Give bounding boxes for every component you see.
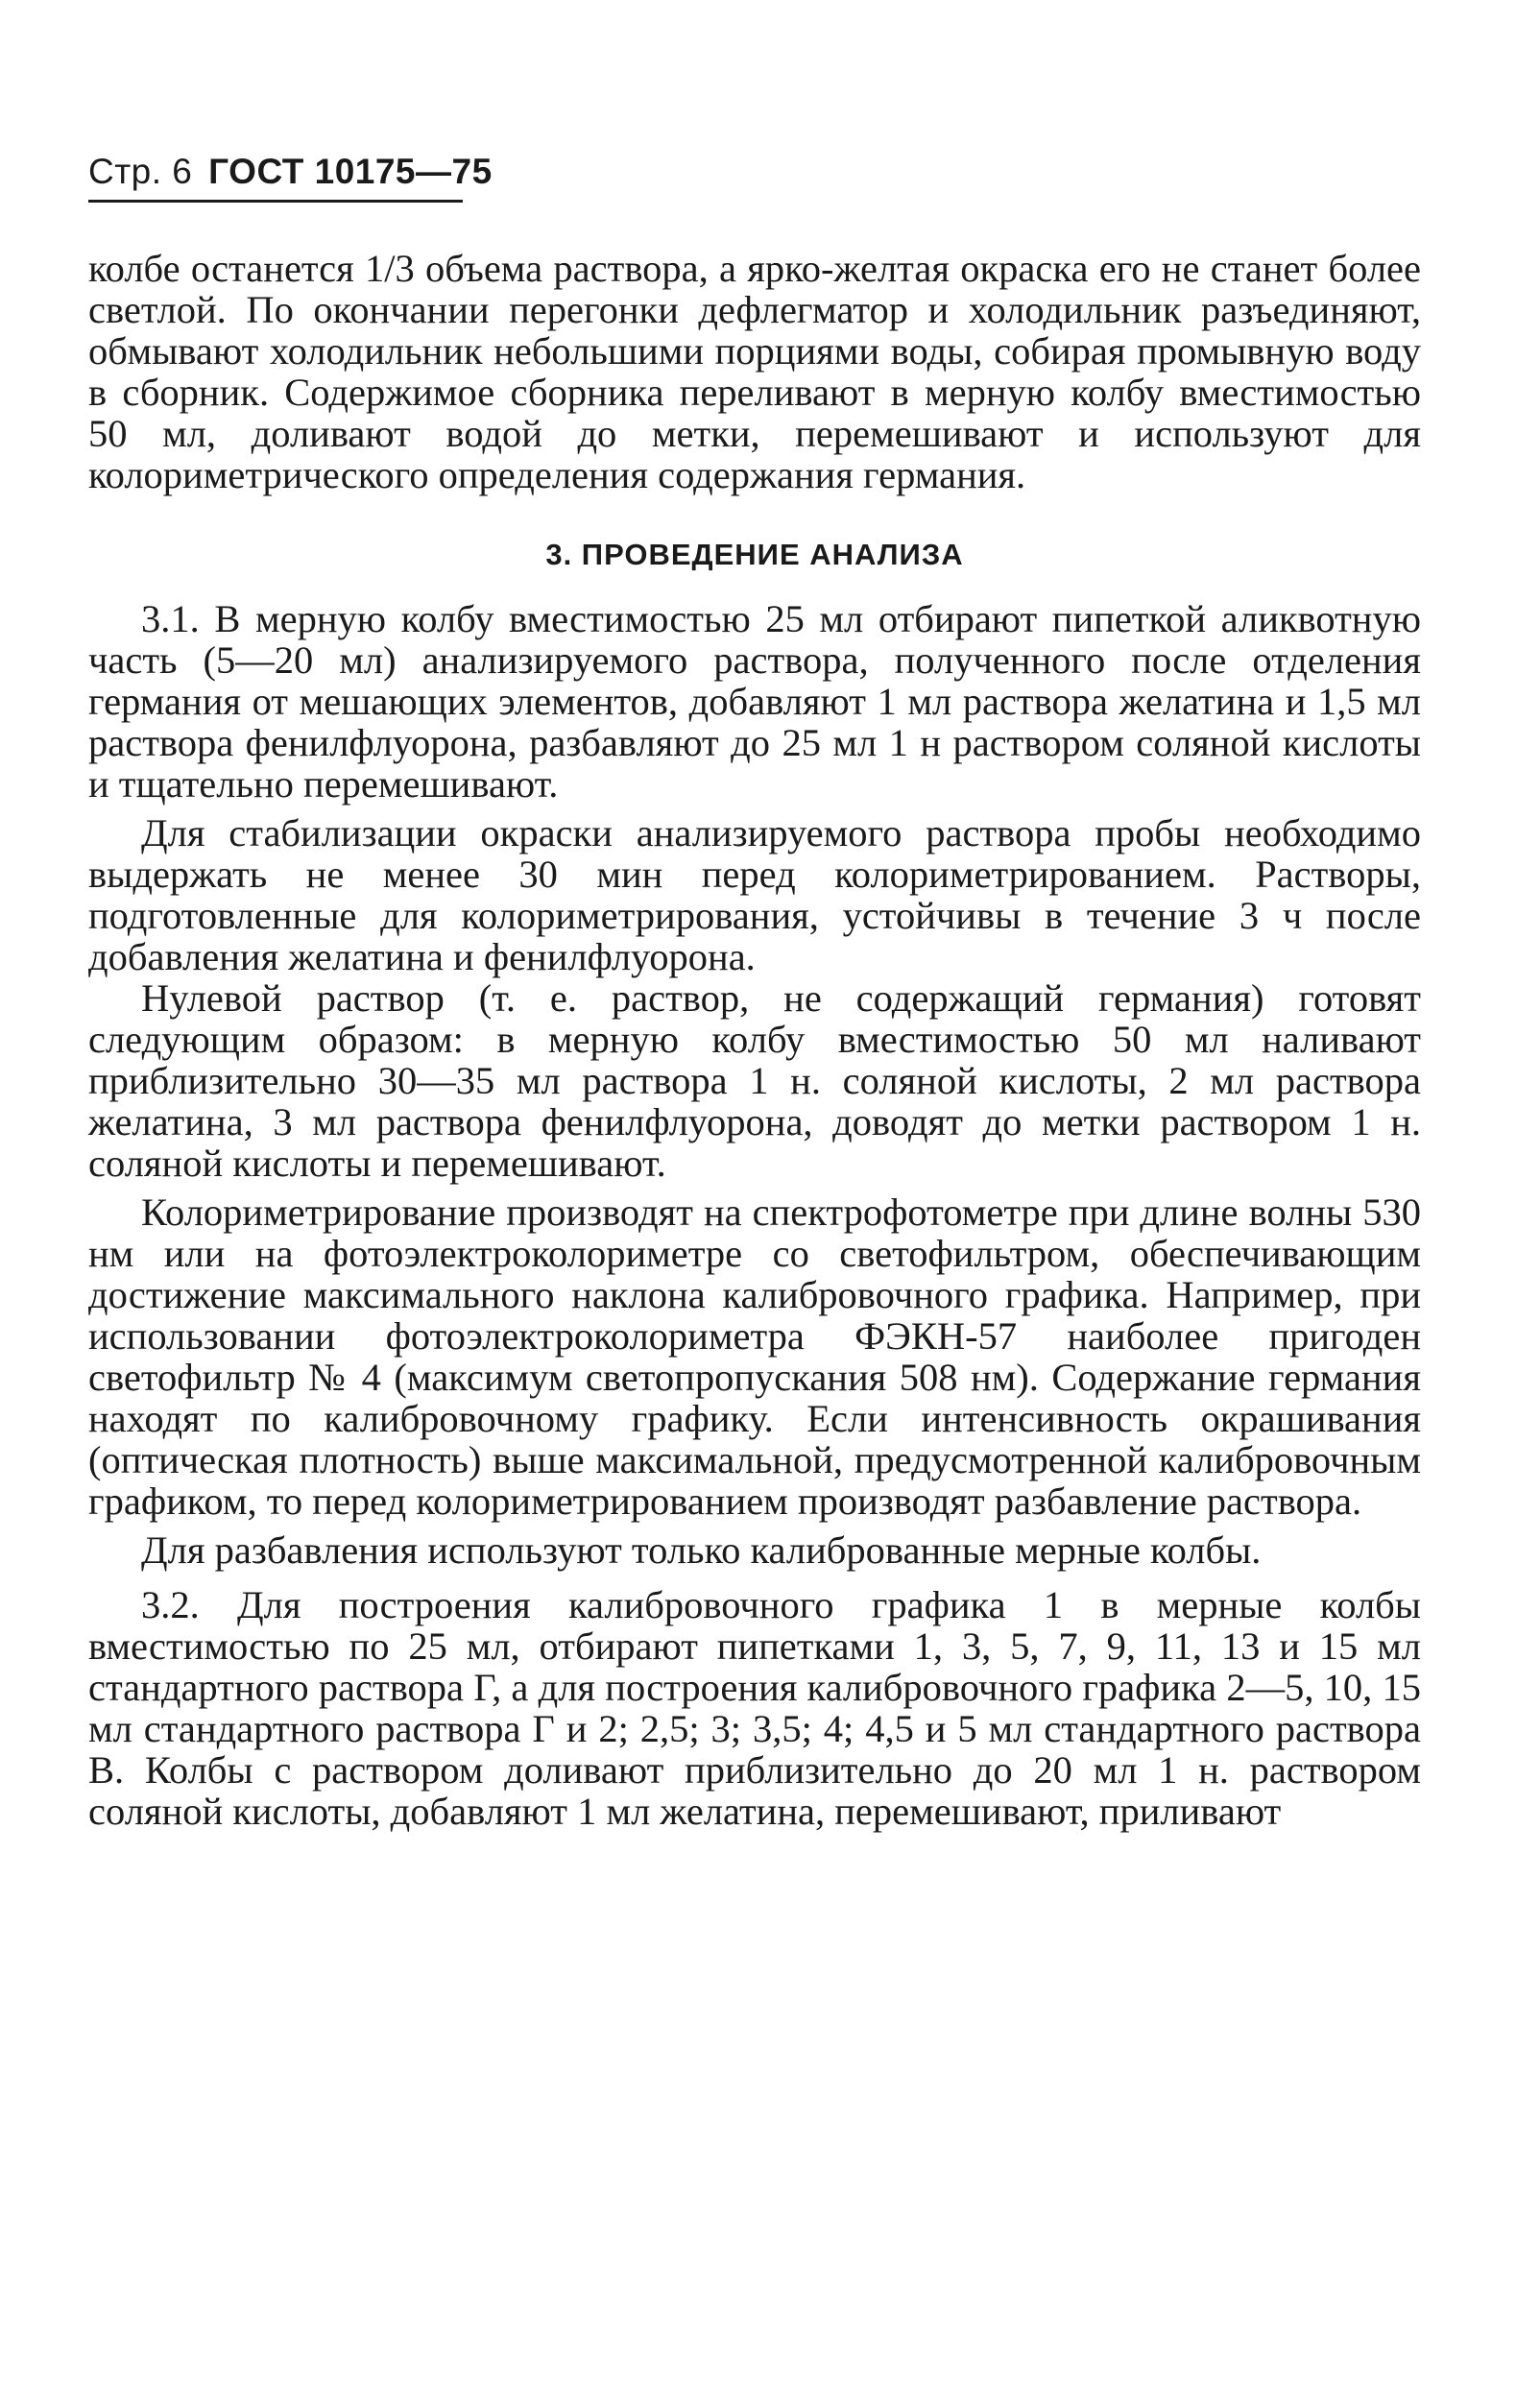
paragraph-zero-solution: Нулевой раствор (т. е. раствор, не содержащий германия) готовят следующим образом: в мерную колбу вместимостью 50 мл наливают приблизительно 30—35 мл раствора 1 н. соляной кислоты, 2 мл раствора желатина, 3 мл раствора фенилфлуорона, доводят до метки раствором 1 н. соляной кислоты и перемешивают. [88,976,1421,1185]
page-number-label: Стр. 6 [88,152,193,191]
standard-designation: ГОСТ 10175—75 [208,152,493,191]
document-body [88,248,1421,1832]
paragraph-3-2: 3.2. Для построения калибровочного графика 1 в мерные колбы вместимостью по 25 мл, отбирают пипетками 1, 3, 5, 7, 9, 11, 13 и 15 мл стандартного раствора Г, а для построения калибровочного графика 2—5, 10, 15 мл стандартного раствора Г и 2; 2,5; 3; 3,5; 4; 4,5 и 5 мл стандартного раствора В. Колбы с раствором доливают приблизительно до 20 мл 1 н. раствором соляной кислоты, добавляют 1 мл желатина, перемешивают, приливают [88,1583,1421,1833]
page-header [88,152,493,192]
paragraph-dilution: Для разбавления используют только калиброванные мерные колбы. [141,1528,1262,1572]
header-underline [88,200,463,203]
paragraph-3-1: 3.1. В мерную колбу вместимостью 25 мл отбирают пипеткой аликвотную часть (5—20 мл) анализируемого раствора, полученного после отделения германия от мешающих элементов, добавляют 1 мл раствора желатина и 1,5 мл раствора фенилфлуорона, разбавляют до 25 мл 1 н раствором соляной кислоты и тщательно перемешивают. [88,597,1421,806]
section-heading: 3. ПРОВЕДЕНИЕ АНАЛИЗА [545,538,964,571]
paragraph-continuation: колбе останется 1/3 объема раствора, а ярко-желтая окраска его не станет более светлой. По окончании перегонки дефлегматор и холодильник разъединяют, обмывают холодильник небольшими порциями воды, собирая промывную воду в сборник. Содержимое сборника переливают в мерную колбу вместимостью 50 мл, доливают водой до метки, перемешивают и используют для колориметрического определения содержания германия. [88,247,1421,496]
paragraph-colorimetry: Колориметрирование производят на спектрофотометре при длине волны 530 нм или на фотоэлектроколориметре со светофильтром, обеспечивающим достижение максимального наклона калибровочного графика. Например, при использовании фотоэлектроколориметра ФЭКН-57 наиболее пригоден светофильтр № 4 (максимум светопропускания 508 нм). Содержание германия находят по калибровочному графику. Если интенсивность окрашивания (оптическая плотность) выше максимальной, предусмотренной калибровочным графиком, то перед колориметрированием производят разбавление раствора. [88,1191,1421,1523]
paragraph-stabilization: Для стабилизации окраски анализируемого раствора пробы необходимо выдержать не менее 30 мин перед колориметрированием. Растворы, подготовленные для колориметрирования, устойчивы в течение 3 ч после добавления желатина и фенилфлуорона. [88,811,1421,978]
